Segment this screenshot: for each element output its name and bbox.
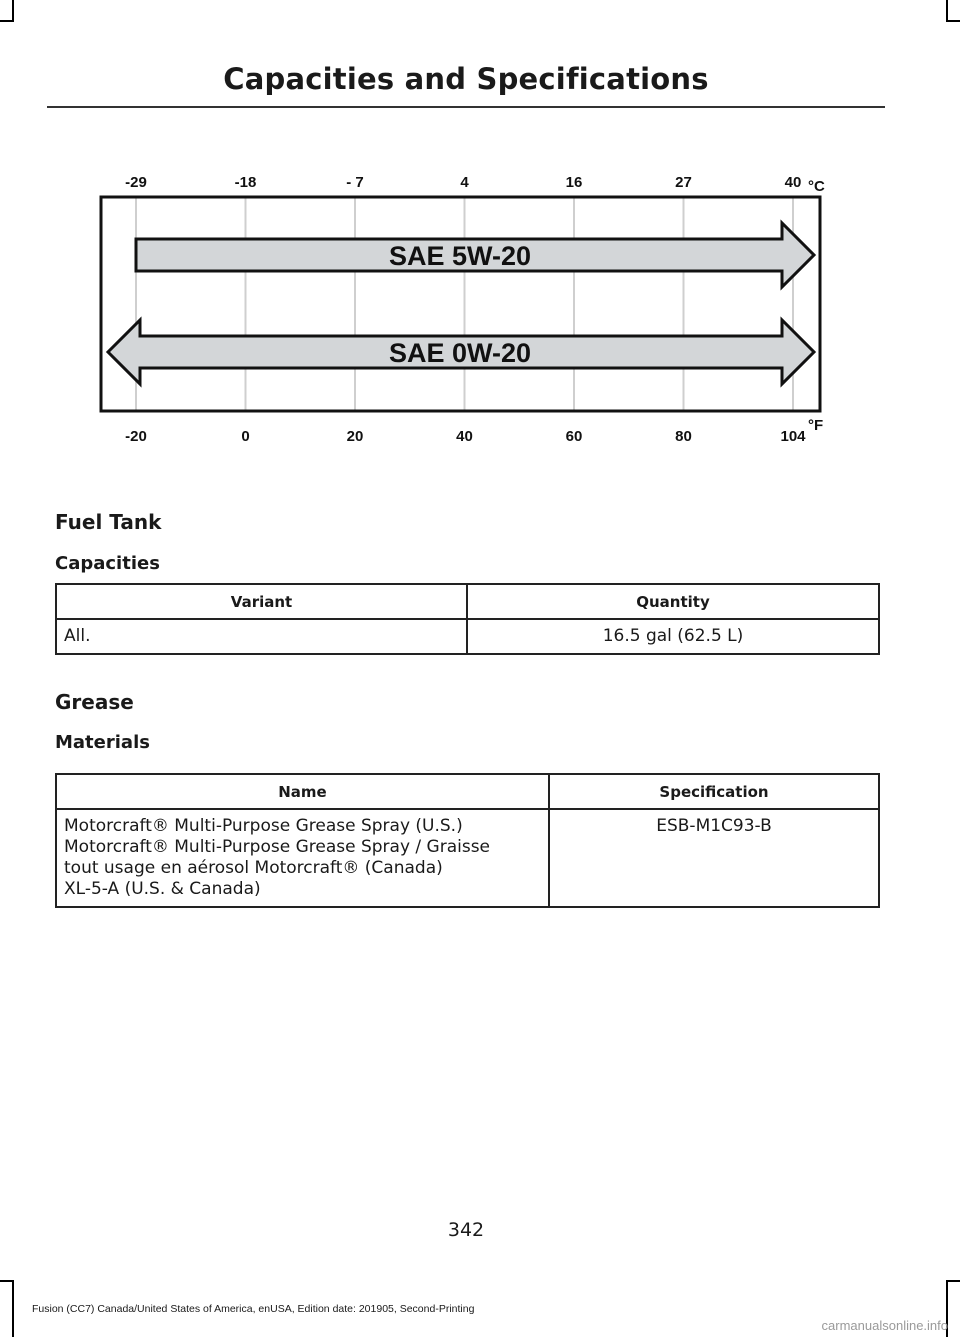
- crop-mark: [12, 0, 14, 22]
- table-row: [56, 619, 879, 654]
- grease-name-cell: [56, 809, 549, 907]
- grease-name-line: Motorcraft® Multi-Purpose Grease Spray / Graisse: [64, 837, 491, 857]
- page-title: Capacities and Specifications: [223, 62, 709, 96]
- celsius-tick-label: 4: [460, 174, 469, 191]
- celsius-tick-label: 40: [784, 174, 802, 191]
- grease-heading: Grease: [55, 690, 134, 714]
- column-header-variant: Variant: [56, 584, 467, 619]
- celsius-ticks: [125, 174, 801, 191]
- celsius-tick-label: 27: [675, 174, 692, 191]
- crop-mark: [0, 20, 14, 22]
- table-header-row: [56, 584, 879, 619]
- fahrenheit-tick-label: 60: [565, 428, 583, 445]
- celsius-tick-label: -18: [234, 174, 257, 191]
- oil-viscosity-chart: [90, 160, 850, 450]
- grease-name-line: Motorcraft® Multi-Purpose Grease Spray (U.S.): [64, 816, 463, 836]
- page-number: 342: [447, 1219, 485, 1241]
- grease-subheading: Materials: [55, 732, 150, 753]
- celsius-tick-label: - 7: [346, 174, 364, 191]
- fahrenheit-tick-label: 104: [780, 428, 806, 445]
- celsius-tick-label: 16: [565, 174, 583, 191]
- fuel-tank-heading: Fuel Tank: [55, 510, 162, 534]
- grease-name-line: tout usage en aérosol Motorcraft® (Canada): [64, 858, 443, 878]
- crop-mark: [946, 0, 948, 22]
- watermark: carmanualsonline.info: [821, 1318, 948, 1333]
- fuel-tank-subheading: Capacities: [55, 553, 160, 574]
- fahrenheit-tick-label: -20: [125, 428, 147, 445]
- fuel-tank-table: [55, 583, 880, 655]
- chart-frame: [101, 197, 820, 411]
- column-header-name: Name: [56, 774, 549, 809]
- celsius-unit: °C: [808, 178, 825, 195]
- table-header-row: [56, 774, 879, 809]
- column-header-specification: Specification: [549, 774, 879, 809]
- crop-mark: [946, 20, 960, 22]
- fahrenheit-tick-label: 80: [675, 428, 692, 445]
- specification-cell: ESB-M1C93-B: [549, 809, 879, 907]
- crop-mark: [0, 1280, 14, 1282]
- fahrenheit-tick-label: 40: [456, 428, 473, 445]
- variant-cell: All.: [56, 619, 467, 654]
- oil-grade-label: SAE 5W-20: [388, 241, 532, 271]
- grease-table: [55, 773, 880, 908]
- celsius-tick-label: -29: [125, 174, 147, 191]
- chart-gridlines: [136, 198, 793, 410]
- fahrenheit-tick-label: 20: [346, 428, 364, 445]
- column-header-quantity: Quantity: [467, 584, 879, 619]
- crop-mark: [946, 1280, 960, 1282]
- fahrenheit-tick-label: 0: [241, 428, 250, 445]
- crop-mark: [12, 1280, 14, 1337]
- fahrenheit-unit: °F: [808, 417, 824, 434]
- title-rule: [47, 106, 885, 108]
- grease-name-line: XL-5-A (U.S. & Canada): [64, 879, 261, 899]
- table-row: [56, 809, 879, 907]
- quantity-cell: 16.5 gal (62.5 L): [467, 619, 879, 654]
- fahrenheit-ticks: [125, 428, 806, 445]
- chart-bars: [108, 223, 814, 384]
- oil-grade-label: SAE 0W-20: [388, 338, 532, 368]
- footer-text: Fusion (CC7) Canada/United States of America, enUSA, Edition date: 201905, Second-Printing: [32, 1303, 475, 1315]
